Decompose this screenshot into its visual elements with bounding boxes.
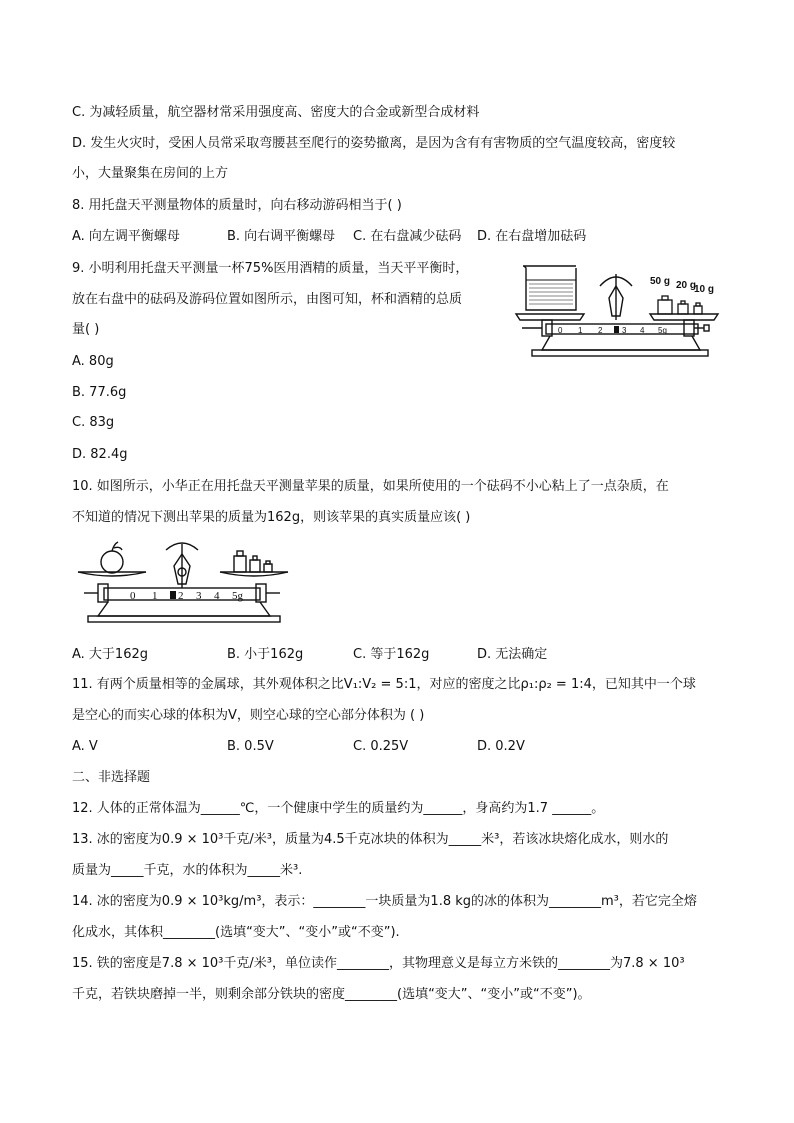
option-9d: D. 82.4g [72, 447, 128, 462]
question-9-line3: 量( ) [72, 322, 100, 337]
section-heading-non-choice: 二、非选择题 [72, 770, 151, 785]
question-14-line2: 化成水，其体积________(选填“变大”、“变小”或“不变”). [72, 925, 400, 940]
option-10d: D. 无法确定 [477, 647, 548, 662]
balance-figure-q10 [74, 538, 296, 632]
question-15-line2: 千克，若铁块磨掉一半，则剩余部分铁块的密度________(选填“变大”、“变小”或“不变”)。 [72, 987, 591, 1002]
option-11b: B. 0.5V [227, 739, 274, 754]
option-7d-line1: D. 发生火灾时，受困人员常采取弯腰甚至爬行的姿势撤离，是因为含有有害物质的空气温度较高，密度较 [72, 136, 676, 151]
option-8c: C. 在右盘减少砝码 [353, 229, 462, 244]
scale-tick-2: 2 [598, 326, 603, 335]
option-8d: D. 在右盘增加砝码 [477, 229, 587, 244]
question-10-line1: 10. 如图所示，小华正在用托盘天平测量苹果的质量，如果所使用的一个砝码不小心粘上了一点杂质，在 [72, 479, 669, 494]
question-13-line1: 13. 冰的密度为0.9 × 10³千克/米³，质量为4.5千克冰块的体积为_____米³，若该冰块熔化成水，则水的 [72, 832, 669, 847]
question-15-line1: 15. 铁的密度是7.8 × 10³千克/米³，单位读作________，其物理意义是每立方米铁的________为7.8 × 10³ [72, 956, 685, 971]
question-10-line2: 不知道的情况下测出苹果的质量为162g，则该苹果的真实质量应该( ) [72, 510, 471, 525]
option-11a: A. V [72, 739, 98, 754]
rider-marker [170, 591, 176, 599]
scale-tick-2: 2 [178, 590, 184, 602]
weight-label-10g: 10 g [694, 284, 715, 295]
rider-marker [614, 326, 619, 333]
option-9b: B. 77.6g [72, 385, 127, 400]
option-10a: A. 大于162g [72, 647, 148, 662]
option-7d-line2: 小，大量聚集在房间的上方 [72, 166, 229, 181]
question-9-line2: 放在右盘中的砝码及游码位置如图所示，由图可知，杯和酒精的总质 [72, 292, 463, 307]
option-11d: D. 0.2V [477, 739, 525, 754]
option-10b: B. 小于162g [227, 647, 304, 662]
question-8: 8. 用托盘天平测量物体的质量时，向右移动游码相当于( ) [72, 198, 402, 213]
option-8a: A. 向左调平衡螺母 [72, 229, 180, 244]
option-8b: B. 向右调平衡螺母 [227, 229, 336, 244]
scale-tick-5g: 5g [232, 590, 243, 602]
scale-tick-1: 1 [578, 326, 583, 335]
scale-tick-0: 0 [130, 590, 136, 602]
option-11c: C. 0.25V [353, 739, 409, 754]
scale-tick-5g: 5g [658, 326, 667, 335]
question-9-line1: 9. 小明利用托盘天平测量一杯75%医用酒精的质量，当天平平衡时， [72, 261, 469, 276]
question-11-line2: 是空心的而实心球的体积为V，则空心球的空心部分体积为 ( ) [72, 708, 425, 723]
question-14-line1: 14. 冰的密度为0.9 × 10³kg/m³，表示：________一块质量为1.8 kg的冰的体积为________m³，若它完全熔 [72, 894, 697, 909]
option-9a: A. 80g [72, 354, 114, 369]
option-7c: C. 为减轻质量，航空器材常采用强度高、密度大的合金或新型合成材料 [72, 105, 480, 120]
option-10c: C. 等于162g [353, 647, 430, 662]
scale-tick-3: 3 [622, 326, 627, 335]
apple-shape [101, 551, 123, 573]
question-11-line1: 11. 有两个质量相等的金属球，其外观体积之比V₁:V₂ = 5:1，对应的密度之比ρ₁:ρ₂ = 1:4，已知其中一个球 [72, 677, 696, 692]
question-13-line2: 质量为_____千克，水的体积为_____米³. [72, 863, 303, 878]
weight-label-20g: 20 g [676, 280, 697, 291]
scale-tick-0: 0 [558, 326, 563, 335]
scale-tick-4: 4 [640, 326, 645, 335]
question-12: 12. 人体的正常体温为______℃，一个健康中学生的质量约为______，身高约为1.7 ______。 [72, 801, 605, 816]
balance-figure-q9 [512, 258, 724, 370]
weights-group [658, 296, 702, 314]
option-9c: C. 83g [72, 415, 115, 430]
scale-tick-1: 1 [152, 590, 158, 602]
weight-label-50g: 50 g [650, 276, 671, 287]
scale-tick-3: 3 [196, 590, 202, 602]
scale-tick-4: 4 [214, 590, 220, 602]
